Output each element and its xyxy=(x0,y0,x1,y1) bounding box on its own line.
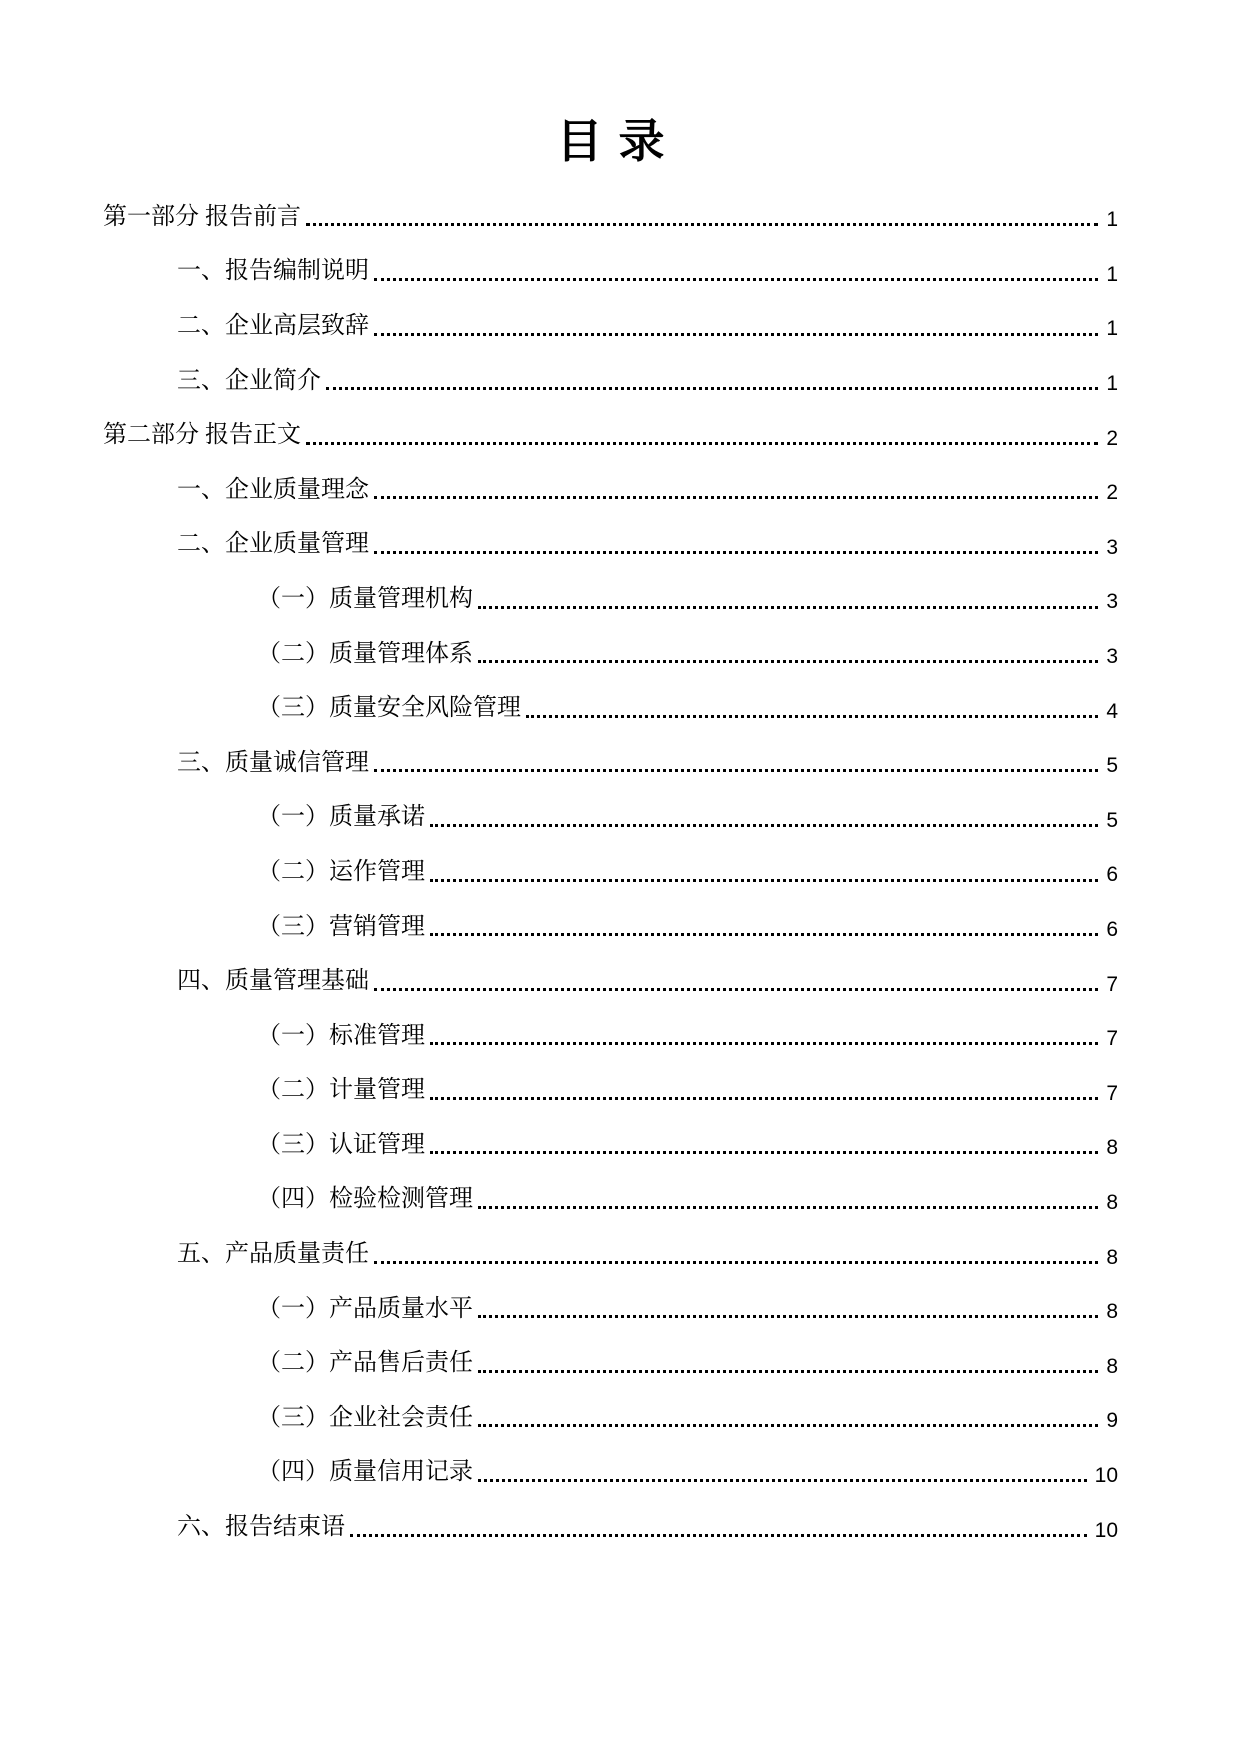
toc-page-number: 8 xyxy=(1106,1136,1118,1160)
dot-leader xyxy=(430,1151,1098,1154)
toc-entry-label: （二）计量管理 xyxy=(257,1077,425,1104)
toc-entry[interactable] xyxy=(103,1332,1118,1387)
toc-entry-label: （二）运作管理 xyxy=(257,858,425,885)
toc-entry[interactable] xyxy=(103,1223,1118,1278)
toc-entry-label: 五、产品质量责任 xyxy=(177,1241,369,1268)
toc-page-number: 8 xyxy=(1106,1354,1118,1378)
toc-page-number: 1 xyxy=(1106,208,1118,232)
dot-leader xyxy=(478,1206,1098,1209)
toc-entry[interactable] xyxy=(103,1387,1118,1442)
dot-leader xyxy=(326,387,1098,390)
toc-entry[interactable] xyxy=(103,950,1118,1005)
dot-leader xyxy=(478,660,1098,663)
toc-entry-label: （一）质量承诺 xyxy=(257,804,425,831)
toc-page-number: 4 xyxy=(1106,699,1118,723)
toc-entry-label: 第二部分 报告正文 xyxy=(103,422,301,449)
toc-page-number: 6 xyxy=(1106,863,1118,887)
dot-leader xyxy=(430,1042,1098,1045)
toc-page-number: 10 xyxy=(1094,1518,1118,1542)
toc-entry[interactable] xyxy=(103,677,1118,732)
dot-leader xyxy=(350,1534,1087,1537)
toc-entry-label: 四、质量管理基础 xyxy=(177,968,369,995)
toc-entry-label: 第一部分 报告前言 xyxy=(103,203,301,230)
toc-entry-label: （三）质量安全风险管理 xyxy=(257,695,521,722)
page-title: 目录 xyxy=(556,116,681,167)
toc-entry[interactable] xyxy=(103,841,1118,896)
toc-entry[interactable] xyxy=(103,1168,1118,1223)
dot-leader xyxy=(306,442,1098,445)
toc-page-number: 3 xyxy=(1106,590,1118,614)
toc-entry[interactable] xyxy=(103,513,1118,568)
dot-leader xyxy=(478,1424,1098,1427)
toc-page-number: 1 xyxy=(1106,317,1118,341)
toc-entry-label: （一）质量管理机构 xyxy=(257,585,473,612)
toc-entry-label: （三）认证管理 xyxy=(257,1131,425,1158)
toc-entry[interactable] xyxy=(103,1496,1118,1551)
toc-page-number: 8 xyxy=(1106,1300,1118,1324)
toc-entry[interactable] xyxy=(103,186,1118,241)
dot-leader xyxy=(526,715,1098,718)
toc-entry-label: （四）质量信用记录 xyxy=(257,1459,473,1486)
toc-entry[interactable] xyxy=(103,1114,1118,1169)
toc-entry[interactable] xyxy=(103,1441,1118,1496)
toc-page-number: 1 xyxy=(1106,372,1118,396)
toc-page-number: 9 xyxy=(1106,1409,1118,1433)
toc-page-number: 8 xyxy=(1106,1190,1118,1214)
toc-entry-label: 一、报告编制说明 xyxy=(177,258,369,285)
toc-page-number: 2 xyxy=(1106,481,1118,505)
toc-entry[interactable] xyxy=(103,786,1118,841)
dot-leader xyxy=(478,606,1098,609)
toc-entry[interactable] xyxy=(103,350,1118,405)
toc-entry-label: （三）企业社会责任 xyxy=(257,1404,473,1431)
toc-page-number: 1 xyxy=(1106,262,1118,286)
toc-entry[interactable] xyxy=(103,732,1118,787)
dot-leader xyxy=(430,824,1098,827)
toc-page-number: 7 xyxy=(1106,1027,1118,1051)
toc-entry-label: 二、企业质量管理 xyxy=(177,531,369,558)
toc-entry[interactable] xyxy=(103,623,1118,678)
dot-leader xyxy=(430,933,1098,936)
toc-page-number: 2 xyxy=(1106,426,1118,450)
dot-leader xyxy=(374,988,1098,991)
toc-page-number: 5 xyxy=(1106,754,1118,778)
toc-page-number: 8 xyxy=(1106,1245,1118,1269)
dot-leader xyxy=(374,496,1098,499)
dot-leader xyxy=(478,1370,1098,1373)
dot-leader xyxy=(374,769,1098,772)
toc-entry-label: （三）营销管理 xyxy=(257,913,425,940)
toc-entry-label: （二）产品售后责任 xyxy=(257,1350,473,1377)
dot-leader xyxy=(306,223,1098,226)
toc-entry[interactable] xyxy=(103,896,1118,951)
toc-page-number: 3 xyxy=(1106,535,1118,559)
toc-entry[interactable] xyxy=(103,1278,1118,1333)
toc-entry[interactable] xyxy=(103,404,1118,459)
toc-entry[interactable] xyxy=(103,568,1118,623)
toc-entry-label: （四）检验检测管理 xyxy=(257,1186,473,1213)
dot-leader xyxy=(430,1097,1098,1100)
toc-entry-label: 二、企业高层致辞 xyxy=(177,312,369,339)
dot-leader xyxy=(374,333,1098,336)
toc-entry[interactable] xyxy=(103,459,1118,514)
toc-page-number: 7 xyxy=(1106,1081,1118,1105)
toc-entry[interactable] xyxy=(103,295,1118,350)
toc-page-number: 10 xyxy=(1094,1463,1118,1487)
toc-entry[interactable] xyxy=(103,1059,1118,1114)
dot-leader xyxy=(374,551,1098,554)
toc-entry-label: 一、企业质量理念 xyxy=(177,476,369,503)
toc-entry-label: （一）标准管理 xyxy=(257,1022,425,1049)
toc-page-number: 5 xyxy=(1106,808,1118,832)
toc-entry[interactable] xyxy=(103,240,1118,295)
dot-leader xyxy=(430,879,1098,882)
dot-leader xyxy=(374,1261,1098,1264)
toc-entry-label: （二）质量管理体系 xyxy=(257,640,473,667)
toc-entry[interactable] xyxy=(103,1005,1118,1060)
toc-entry-label: 三、质量诚信管理 xyxy=(177,749,369,776)
dot-leader xyxy=(478,1479,1087,1482)
toc-page-number: 6 xyxy=(1106,918,1118,942)
toc-list xyxy=(103,186,1118,1551)
toc-page-number: 7 xyxy=(1106,972,1118,996)
toc-page-number: 3 xyxy=(1106,645,1118,669)
dot-leader xyxy=(478,1315,1098,1318)
toc-entry-label: 三、企业简介 xyxy=(177,367,321,394)
toc-entry-label: （一）产品质量水平 xyxy=(257,1295,473,1322)
dot-leader xyxy=(374,278,1098,281)
toc-entry-label: 六、报告结束语 xyxy=(177,1514,345,1541)
